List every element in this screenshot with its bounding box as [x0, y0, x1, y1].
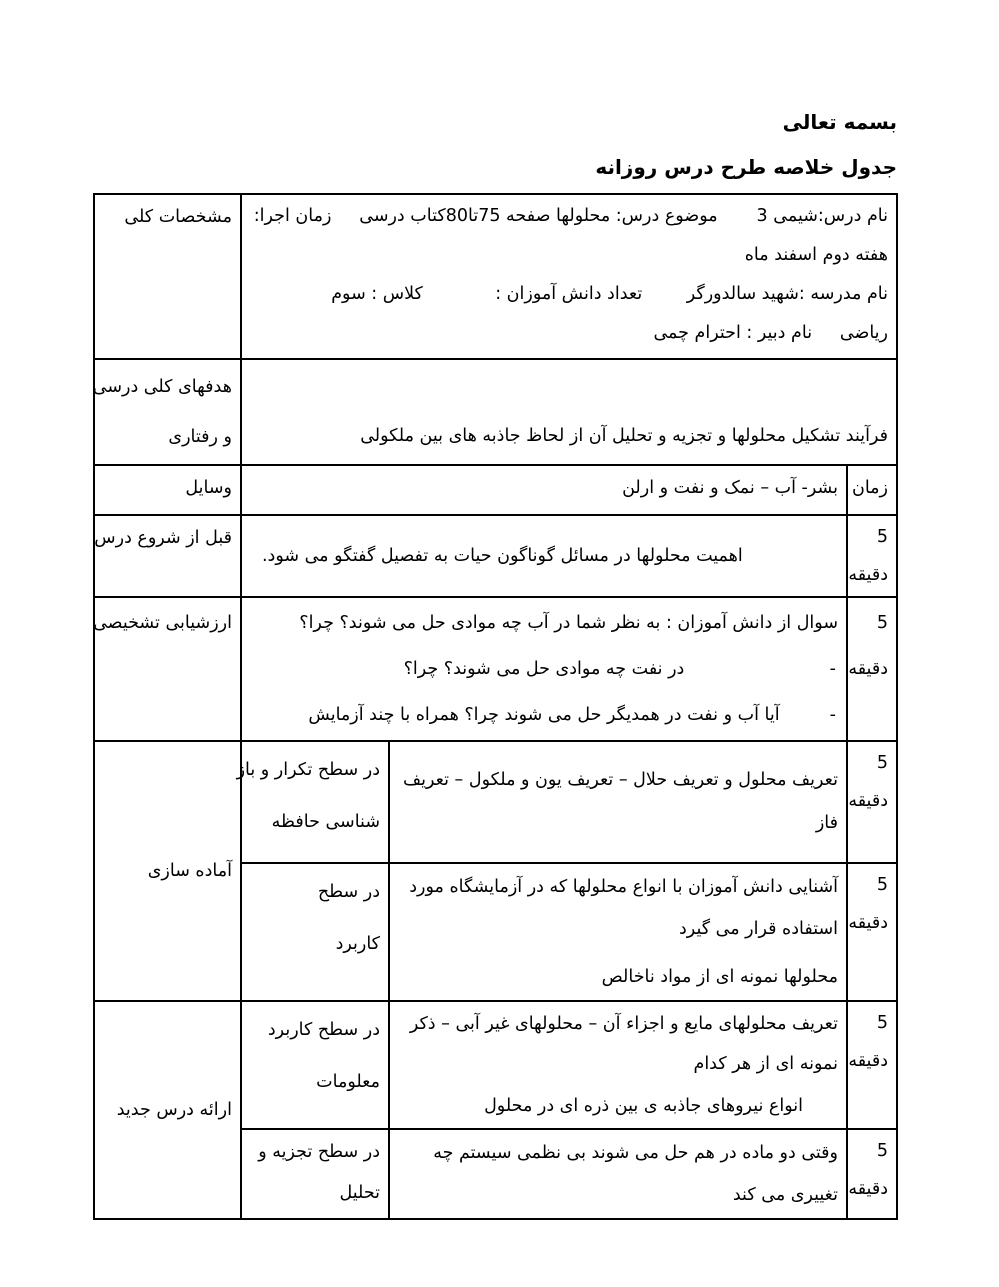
before-lesson-content-cell: [241, 515, 847, 597]
materials-label: وسایل: [185, 478, 232, 498]
lesson-plan-table: [93, 193, 898, 1220]
diagnostic-eval-label-cell: [94, 597, 241, 741]
bullet-dash: -: [829, 659, 836, 679]
new-lesson-1-level-line: معلومات: [316, 1072, 380, 1092]
diagnostic-bullet: [250, 646, 838, 692]
general-info-line: هفته دوم اسفند ماه: [744, 245, 888, 265]
diagnostic-question: سوال از دانش آموزان : به نظر شما در آب چه موادی حل می شوند؟ چرا؟: [299, 613, 838, 633]
basmala-title: بسمه تعالی: [782, 110, 897, 134]
lesson-plan-title: جدول خلاصه طرح درس روزانه: [595, 155, 897, 179]
time-unit: دقیقه: [848, 913, 888, 933]
time-value: 5: [876, 527, 888, 547]
time-unit: دقیقه: [848, 1051, 888, 1071]
before-lesson-content: اهمیت محلولها در مسائل گوناگون حیات به تفصیل گفتگو می شود.: [261, 546, 743, 566]
time-header-cell: [847, 465, 897, 515]
time-cell: [847, 741, 897, 863]
time-cell: [847, 597, 897, 741]
before-lesson-label-cell: [94, 515, 241, 597]
goals-label-line: هدفهای کلی درسی: [92, 377, 232, 397]
time-value: 5: [876, 1013, 888, 1033]
row-before-lesson: [94, 515, 897, 597]
new-lesson-2-level-line: در سطح تجزیه و: [258, 1142, 380, 1162]
general-info-line: ریاضی نام دبیر : احترام چمی: [653, 323, 888, 343]
preparation-1-level-line: در سطح تکرار و باز: [236, 760, 380, 780]
time-cell: [847, 1001, 897, 1129]
time-unit: دقیقه: [848, 659, 888, 679]
materials-content: بشر- آب – نمک و نفت و ارلن: [622, 478, 838, 498]
preparation-label: آماده سازی: [147, 861, 232, 881]
preparation-1-content-cell: [389, 741, 847, 863]
new-lesson-label-cell: [94, 1001, 241, 1219]
row-new-lesson-1: [94, 1001, 897, 1129]
time-unit: دقیقه: [848, 791, 888, 811]
preparation-1-content-line: تعریف محلول و تعریف حلال – تعریف یون و ملکول – تعریف: [403, 770, 838, 790]
preparation-2-content-line: استفاده قرار می گیرد: [679, 919, 838, 939]
general-info-line: نام درس:شیمی 3 موضوع درس: محلولها صفحه 75تا80کتاب درسی زمان اجرا:: [253, 206, 888, 226]
preparation-2-level-line: در سطح: [317, 882, 380, 902]
new-lesson-1-content-line: نمونه ای از هر کدام: [693, 1054, 838, 1074]
diagnostic-bullet-text: در نفت چه موادی حل می شوند؟ چرا؟: [403, 659, 685, 679]
diagnostic-bullet: [250, 692, 838, 738]
preparation-1-level-line: شناسی حافظه: [271, 812, 380, 832]
time-header: زمان: [851, 478, 888, 498]
time-cell: [847, 515, 897, 597]
time-value: 5: [876, 1141, 888, 1161]
materials-content-cell: [241, 465, 847, 515]
time-value: 5: [876, 875, 888, 895]
general-info-line: نام مدرسه :شهید سالدورگر تعداد دانش آموزان : کلاس : سوم: [331, 284, 888, 304]
preparation-2-level-line: کاربرد: [335, 934, 380, 954]
bullet-dash: -: [829, 705, 836, 725]
preparation-2-level-cell: [241, 863, 389, 1001]
document-header: [595, 100, 897, 190]
goals-label-line: و رفتاری: [168, 427, 232, 447]
time-value: 5: [876, 753, 888, 773]
row-materials: [94, 465, 897, 515]
time-cell: [847, 1129, 897, 1219]
goals-content-cell: [241, 359, 897, 465]
diagnostic-bullet-text: آیا آب و نفت در همدیگر حل می شوند چرا؟ همراه با چند آزمایش: [308, 705, 780, 725]
preparation-1-content-line: فاز: [815, 813, 838, 833]
time-cell: [847, 863, 897, 1001]
new-lesson-1-level-line: در سطح کاربرد: [267, 1020, 380, 1040]
new-lesson-1-level-cell: [241, 1001, 389, 1129]
diagnostic-eval-content-cell: [241, 597, 847, 741]
new-lesson-2-content-line: وقتی دو ماده در هم حل می شوند بی نظمی سیستم چه: [433, 1143, 838, 1163]
diagnostic-eval-label: ارزشیابی تشخیصی: [93, 613, 232, 633]
new-lesson-1-content-line: انواع نیروهای جاذبه ی بین ذره ای در محلول: [484, 1096, 803, 1116]
preparation-1-level-cell: [236, 741, 389, 863]
time-value: 5: [876, 613, 888, 633]
preparation-2-content-cell: [389, 863, 847, 1001]
general-info-content-cell: [241, 194, 897, 359]
new-lesson-1-content-cell: [389, 1001, 847, 1129]
goals-content: فرآیند تشکیل محلولها و تجزیه و تحلیل آن از لحاظ جاذبه های بین ملکولی: [360, 426, 888, 446]
new-lesson-2-content-line: تغییری می کند: [732, 1185, 838, 1205]
row-goals: [94, 359, 897, 465]
before-lesson-label: قبل از شروع درس: [94, 528, 232, 548]
row-diagnostic-eval: [94, 597, 897, 741]
new-lesson-2-level-cell: [241, 1129, 389, 1219]
new-lesson-label: ارائه درس جدید: [116, 1100, 232, 1120]
general-info-label: مشخصات کلی: [124, 207, 232, 227]
materials-label-cell: [94, 465, 241, 515]
new-lesson-2-level-line: تحلیل: [339, 1183, 380, 1203]
preparation-label-cell: [94, 741, 241, 1001]
preparation-2-content-line: آشنایی دانش آموزان با انواع محلولها که در آزمایشگاه مورد: [409, 877, 838, 897]
general-info-label-cell: [94, 194, 241, 359]
preparation-2-content-line: محلولها نمونه ای از مواد ناخالص: [601, 967, 838, 987]
row-preparation-1: [94, 741, 897, 863]
goals-label-cell: [94, 359, 241, 465]
time-unit: دقیقه: [848, 1179, 888, 1199]
row-general-info: [94, 194, 897, 359]
new-lesson-1-content-line: تعریف محلولهای مایع و اجزاء آن – محلولهای غیر آبی – ذکر: [409, 1014, 838, 1034]
new-lesson-2-content-cell: [389, 1129, 847, 1219]
time-unit: دقیقه: [848, 565, 888, 585]
